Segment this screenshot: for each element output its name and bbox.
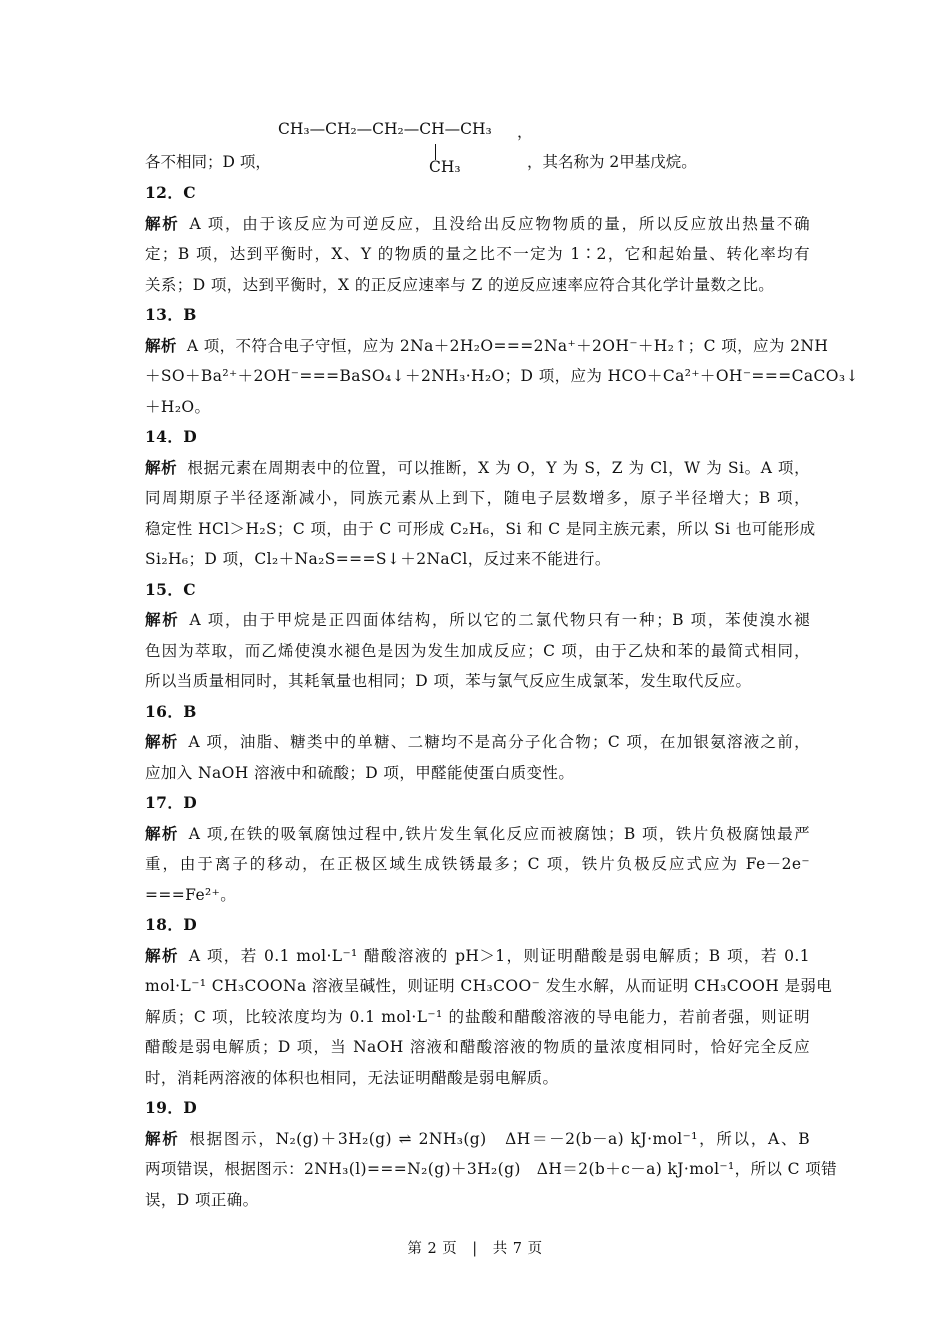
analysis-label: 解析 <box>145 732 179 751</box>
line-text: 13．B <box>145 305 197 324</box>
line-text: 重，由于离子的移动，在正极区域生成铁锈最多；C 项，铁片负极反应式应为 Fe－2e⁻ <box>145 855 810 873</box>
line-text: ===Fe²⁺。 <box>145 885 237 904</box>
line-text: 根据图示，N₂(g)＋3H₂(g) ⇌ 2NH₃(g) ΔH＝－2(b－a) kJ·mol⁻¹，所以，A、B <box>189 1129 810 1148</box>
text-line <box>145 270 810 301</box>
line-text: 误，D 项正确。 <box>145 1190 259 1209</box>
formula-comma: ， <box>517 123 533 141</box>
line-text: 16．B <box>145 701 197 721</box>
question-number <box>145 1093 810 1124</box>
line-text: 应加入 NaOH 溶液中和硫酸；D 项，甲醛能使蛋白质变性。 <box>145 763 575 782</box>
line-text: 15．C <box>145 579 197 599</box>
text-line <box>145 605 810 636</box>
analysis-label: 解析 <box>145 213 180 233</box>
text-line <box>145 544 810 575</box>
page-footer: 第 2 页 | 共 7 页 <box>407 1241 543 1257</box>
text-line <box>145 941 810 972</box>
text-line <box>145 1032 810 1063</box>
line-text: 14．D <box>145 427 198 446</box>
text-line <box>145 849 810 880</box>
analysis-label: 解析 <box>145 945 179 965</box>
question-number <box>145 178 810 209</box>
text-line <box>145 514 816 545</box>
text-line <box>145 1124 810 1155</box>
text-line <box>145 361 859 392</box>
line-text: 所以当质量相同时，其耗氧量也相同；D 项，苯与氯气反应生成氯苯，发生取代反应。 <box>145 672 752 690</box>
text-line <box>145 1154 838 1185</box>
line-text: 19．D <box>145 1098 198 1117</box>
text-line <box>145 239 810 270</box>
line-text: 时，消耗两溶液的体积也相同，无法证明醋酸是弱电解质。 <box>145 1068 559 1087</box>
text-line <box>145 636 810 667</box>
text-line <box>145 1185 810 1216</box>
line-text: 醋酸是弱电解质；D 项，当 NaOH 溶液和醋酸溶液的物质的量浓度相同时，恰好完全反应 <box>145 1038 810 1056</box>
line-text: ＋H₂O。 <box>145 397 211 416</box>
line-text: Si₂H₆；D 项，Cl₂＋Na₂S===S↓＋2NaCl，反过来不能进行。 <box>145 550 611 568</box>
line-text: 关系；D 项，达到平衡时，X 的正反应速率与 Z 的逆反应速率应符合其化学计量数之比。 <box>145 275 775 294</box>
analysis-label: 解析 <box>145 610 180 629</box>
text-line <box>145 971 833 1002</box>
structural-formula <box>145 118 810 178</box>
line-text: 17．D <box>145 793 198 812</box>
line-text: 定；B 项，达到平衡时，X、Y 的物质的量之比不一定为 1∶2，它和起始量、转化率均有 <box>145 245 810 263</box>
line-text: mol·L⁻¹ CH₃COONa 溶液呈碱性，则证明 CH₃COO⁻ 发生水解，从而证明 CH₃COOH 是弱电 <box>145 977 833 995</box>
line-text: 同周期原子半径逐渐减小，同族元素从上到下，随电子层数增多，原子半径增大；B 项， <box>145 489 810 507</box>
question-number <box>145 300 810 331</box>
analysis-label: 解析 <box>145 1128 180 1148</box>
text-line <box>145 392 810 423</box>
line-text: A 项，由于该反应为可逆反应，且没给出反应物物质的量，所以反应放出热量不确 <box>189 214 810 233</box>
text-line <box>145 819 810 850</box>
question-number <box>145 575 810 606</box>
analysis-label: 解析 <box>145 823 179 843</box>
line-text: 18．D <box>145 915 198 934</box>
formula-suffix-text: ，其名称为 2甲基戊烷。 <box>527 153 697 171</box>
text-line <box>145 483 810 514</box>
text-line <box>145 331 829 362</box>
text-line <box>145 209 810 240</box>
line-text: A 项，若 0.1 mol·L⁻¹ 醋酸溶液的 pH＞1，则证明醋酸是弱电解质；B 项，若 0.1 <box>188 946 810 965</box>
formula-prefix-text: 各不相同；D 项， <box>145 153 271 171</box>
text-line <box>145 453 810 484</box>
question-number <box>145 422 810 453</box>
question-number <box>145 910 810 941</box>
text-line <box>145 1063 810 1094</box>
line-text: 根据元素在周期表中的位置，可以推断，X 为 O，Y 为 S，Z 为 Cl，W 为 Si。A 项， <box>187 458 810 477</box>
line-text: ＋SO＋Ba²⁺＋2OH⁻===BaSO₄↓＋2NH₃·H₂O；D 项，应为 HCO＋Ca²⁺＋OH⁻===CaCO₃↓ <box>145 367 859 385</box>
line-text: A 项，由于甲烷是正四面体结构，所以它的二氯代物只有一种；B 项，苯使溴水褪 <box>189 611 810 629</box>
document-body <box>145 118 859 1215</box>
line-text: 12．C <box>145 183 197 202</box>
answer-lines <box>145 178 859 1215</box>
line-text: A 项，不符合电子守恒，应为 2Na＋2H₂O===2Na⁺＋2OH⁻＋H₂↑；C 项，应为 2NH <box>186 336 829 355</box>
text-line <box>145 1002 810 1033</box>
line-text: 稳定性 HCl＞H₂S；C 项，由于 C 可形成 C₂H₆，Si 和 C 是同主族元素，所以 Si 也可能形成 <box>145 519 816 538</box>
line-text: 色因为萃取，而乙烯使溴水褪色是因为发生加成反应；C 项，由于乙炔和苯的最简式相同， <box>145 641 810 660</box>
analysis-label: 解析 <box>145 335 177 355</box>
text-line <box>145 727 810 758</box>
text-line <box>145 666 810 697</box>
line-text: 解质；C 项，比较浓度均为 0.1 mol·L⁻¹ 的盐酸和醋酸溶液的导电能力，若前者强，则证明 <box>145 1007 810 1026</box>
formula-main-chain: CH₃—CH₂—CH₂—CH—CH₃ <box>278 120 492 138</box>
line-text: 两项错误，根据图示：2NH₃(l)===N₂(g)＋3H₂(g) ΔH＝2(b＋c－a) kJ·mol⁻¹，所以 C 项错 <box>145 1160 838 1178</box>
analysis-label: 解析 <box>145 457 178 477</box>
question-number <box>145 788 810 819</box>
formula-branch: CH₃ <box>429 158 461 176</box>
text-line <box>145 758 810 789</box>
line-text: A 项，油脂、糖类中的单糖、二糖均不是高分子化合物；C 项，在加银氨溶液之前， <box>188 733 810 751</box>
line-text: A 项,在铁的吸氧腐蚀过程中,铁片发生氧化反应而被腐蚀；B 项，铁片负极腐蚀最严 <box>188 824 810 843</box>
text-line <box>145 880 810 911</box>
question-number <box>145 697 810 728</box>
